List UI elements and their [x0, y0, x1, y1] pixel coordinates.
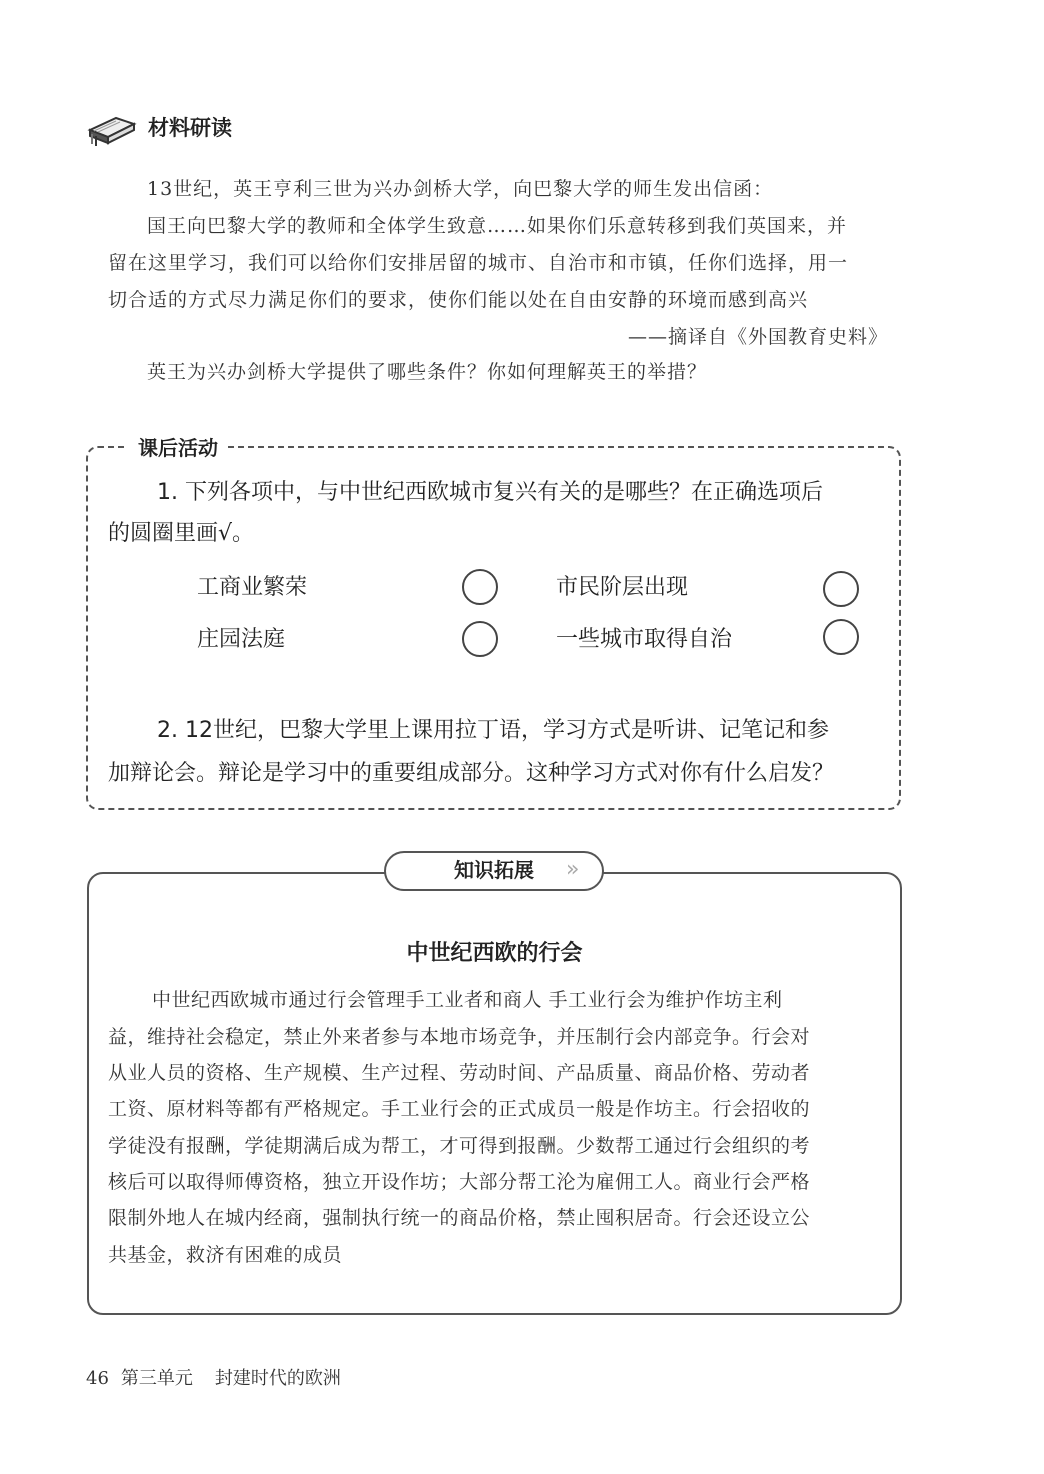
material-line: 13世纪，英王亨利三世为兴办剑桥大学，向巴黎大学的师生发出信函：: [147, 178, 774, 200]
question-1-line: 1. 下列各项中，与中世纪西欧城市复兴有关的是哪些？在正确选项后: [157, 480, 823, 505]
book-icon: [86, 104, 138, 148]
knowledge-line: 共基金，救济有困难的成员: [108, 1244, 343, 1266]
option-checkbox-circle[interactable]: [462, 621, 498, 657]
question-2-line: 2. 12世纪，巴黎大学里上课用拉丁语，学习方式是听讲、记笔记和参: [157, 718, 829, 743]
option-label: 工商业繁荣: [197, 575, 308, 600]
material-line: 留在这里学习，我们可以给你们安排居留的城市、自治市和市镇，任你们选择，用一: [108, 252, 849, 274]
knowledge-line: 益，维持社会稳定，禁止外来者参与本地市场竞争，并压制行会内部竞争。行会对: [108, 1026, 811, 1048]
option-checkbox-circle[interactable]: [462, 569, 498, 605]
page-number: 46: [86, 1368, 109, 1389]
material-line: 切合适的方式尽力满足你们的要求，使你们能以处在自由安静的环境而感到高兴: [108, 289, 809, 311]
unit-title: 封建时代的欧洲: [214, 1368, 341, 1389]
option-checkbox-circle[interactable]: [823, 619, 859, 655]
option-label: 市民阶层出现: [556, 575, 689, 600]
option-label: 一些城市取得自治: [556, 627, 733, 652]
question-1-line: 的圆圈里画√。: [108, 521, 255, 546]
material-question: 英王为兴办剑桥大学提供了哪些条件？你如何理解英王的举措？: [147, 361, 708, 383]
knowledge-heading: 中世纪西欧的行会: [406, 941, 583, 966]
option-checkbox-circle[interactable]: [823, 571, 859, 607]
question-2-line: 加辩论会。辩论是学习中的重要组成部分。这种学习方式对你有什么启发？: [108, 761, 835, 786]
double-chevron-icon: »: [566, 857, 580, 882]
section-title-material-reading: 材料研读: [148, 116, 232, 140]
page-footer: [86, 1364, 341, 1390]
knowledge-line: 学徒没有报酬，学徒期满后成为帮工，才可得到报酬。少数帮工通过行会组织的考: [108, 1135, 811, 1157]
option-label: 庄园法庭: [197, 627, 286, 652]
knowledge-tab-label: 知识拓展: [454, 858, 534, 882]
knowledge-line: 从业人员的资格、生产规模、生产过程、劳动时间、产品质量、商品价格、劳动者: [108, 1062, 811, 1084]
activity-label: 课后活动: [128, 432, 228, 461]
knowledge-line: 工资、原材料等都有严格规定。手工业行会的正式成员一般是作坊主。行会招收的: [108, 1098, 811, 1120]
material-line: 国王向巴黎大学的教师和全体学生致意……如果你们乐意转移到我们英国来，并: [147, 215, 848, 237]
knowledge-line: 限制外地人在城内经商，强制执行统一的商品价格，禁止囤积居奇。行会还设立公: [108, 1207, 811, 1229]
material-source: ——摘译自《外国教育史料》: [627, 326, 888, 348]
unit-label: 第三单元: [120, 1368, 193, 1389]
knowledge-line: 中世纪西欧城市通过行会管理手工业者和商人 手工业行会为维护作坊主利: [152, 989, 783, 1011]
knowledge-line: 核后可以取得师傅资格，独立开设作坊；大部分帮工沦为雇佣工人。商业行会严格: [108, 1171, 811, 1193]
